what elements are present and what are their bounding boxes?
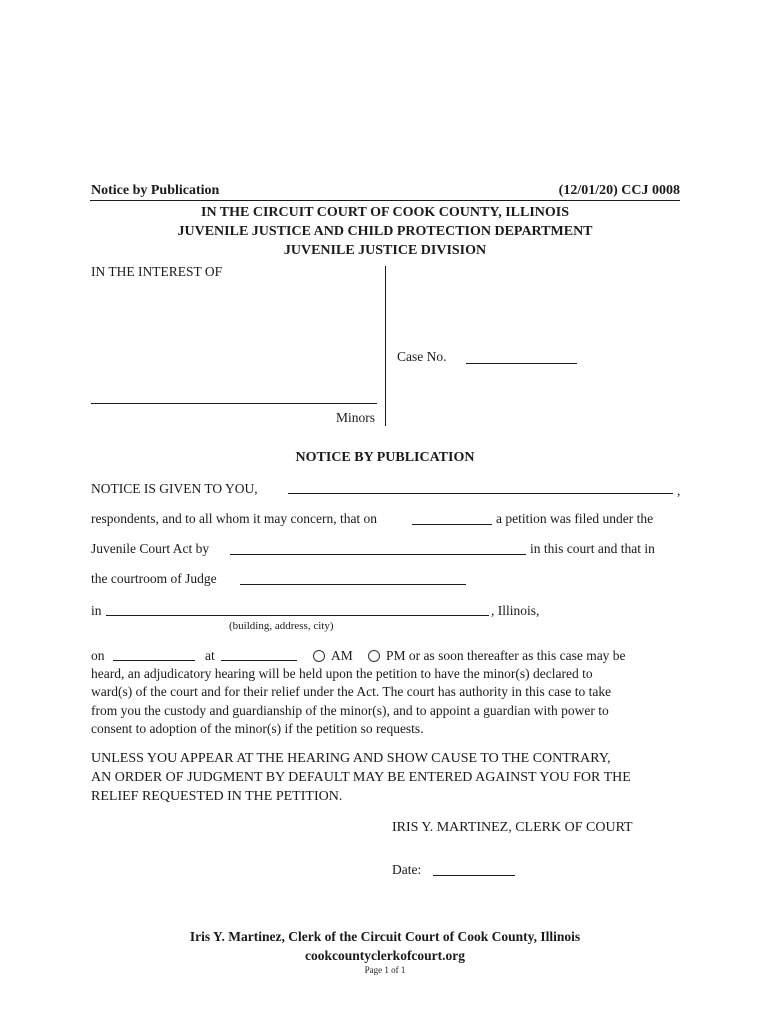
petitioner-field[interactable] [230, 554, 526, 555]
act-by-text: Juvenile Court Act by [91, 541, 210, 556]
in-label: in [91, 603, 102, 618]
notice-given-to: NOTICE IS GIVEN TO YOU, [91, 481, 258, 496]
court-line-2: JUVENILE JUSTICE AND CHILD PROTECTION DEPARTMENT [177, 224, 593, 239]
clerk-signature: IRIS Y. MARTINEZ, CLERK OF COURT [392, 820, 633, 835]
illinois-text: , Illinois, [491, 603, 540, 618]
pm-text: PM or as soon thereafter as this case may be [386, 648, 626, 663]
header-rule [90, 200, 680, 201]
date-label: Date: [392, 862, 422, 877]
am-radio[interactable] [313, 650, 325, 662]
trailing-comma: , [677, 483, 681, 498]
case-no-label: Case No. [397, 349, 447, 364]
page-number: Page 1 of 1 [364, 965, 406, 975]
am-label: AM [331, 648, 353, 663]
court-line-3: JUVENILE JUSTICE DIVISION [283, 243, 487, 258]
warning-line-1: UNLESS YOU APPEAR AT THE HEARING AND SHOW CAUSE TO THE CONTRARY, [91, 751, 611, 766]
filing-date-field[interactable] [412, 524, 492, 525]
notice-title: NOTICE BY PUBLICATION [295, 450, 475, 465]
case-no-field[interactable] [466, 363, 577, 364]
pm-radio[interactable] [368, 650, 380, 662]
signature-date-field[interactable] [433, 875, 515, 876]
paragraph-line-3: from you the custody and guardianship of the minor(s), and to appoint a guardian with power to [91, 703, 609, 718]
at-label: at [205, 648, 215, 663]
petition-filed-text: a petition was filed under the [496, 511, 654, 526]
respondents-text: respondents, and to all whom it may concern, that on [91, 511, 378, 526]
warning-line-2: AN ORDER OF JUDGMENT BY DEFAULT MAY BE ENTERED AGAINST YOU FOR THE [91, 770, 631, 785]
hearing-date-field[interactable] [113, 660, 195, 661]
respondent-name-field[interactable] [288, 493, 673, 494]
footer-clerk-line: Iris Y. Martinez, Clerk of the Circuit Court of Cook County, Illinois [189, 929, 581, 944]
on-label: on [91, 648, 105, 663]
in-court-text: in this court and that in [530, 541, 655, 556]
minors-name-field[interactable] [91, 403, 377, 404]
court-line-1: IN THE CIRCUIT COURT OF COOK COUNTY, ILLINOIS [201, 205, 569, 220]
warning-line-3: RELIEF REQUESTED IN THE PETITION. [91, 789, 343, 804]
footer-website[interactable]: cookcountyclerkofcourt.org [304, 948, 466, 963]
form-name: Notice by Publication [91, 183, 220, 198]
interest-of-label: IN THE INTEREST OF [91, 264, 223, 279]
paragraph-line-4: consent to adoption of the minor(s) if the petition so requests. [91, 721, 424, 736]
hearing-time-field[interactable] [221, 660, 297, 661]
form-code: (12/01/20) CCJ 0008 [558, 183, 680, 198]
paragraph-line-2: ward(s) of the court and for their relief under the Act. The court has authority in this case to take [91, 684, 612, 699]
courtroom-text: the courtroom of Judge [91, 571, 217, 586]
paragraph-line-1: heard, an adjudicatory hearing will be held upon the petition to have the minor(s) declared to [91, 666, 593, 681]
location-field[interactable] [106, 615, 489, 616]
judge-name-field[interactable] [240, 584, 466, 585]
minors-label: Minors [336, 410, 376, 425]
location-hint: (building, address, city) [229, 620, 334, 632]
caption-divider [385, 266, 386, 426]
